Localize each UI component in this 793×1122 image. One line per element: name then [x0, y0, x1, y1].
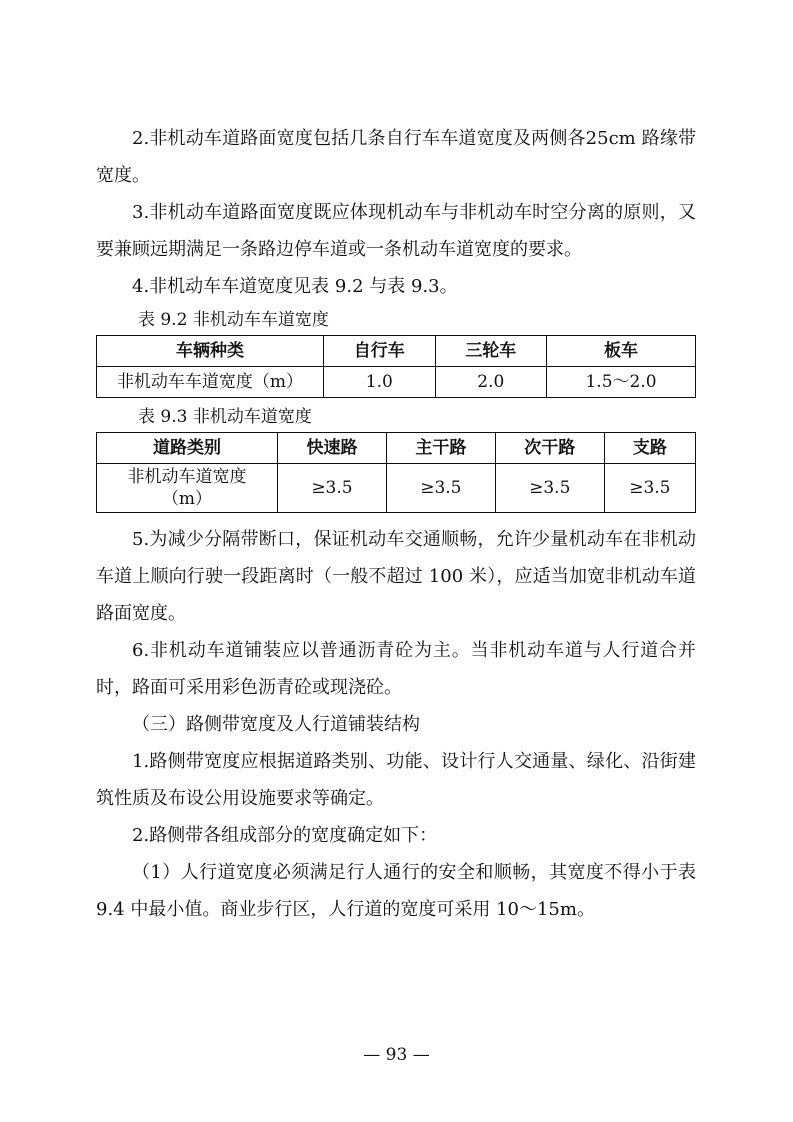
table-header-cell: 自行车 [324, 336, 436, 367]
table-cell: ≥3.5 [604, 464, 695, 513]
table-header-row [97, 433, 696, 464]
paragraph: 2.非机动车道路面宽度包括几条自行车车道宽度及两侧各25cm 路缘带宽度。 [96, 128, 696, 186]
paragraph: 1.路侧带宽度应根据道路类别、功能、设计行人交通量、绿化、沿街建筑性质及布设公用设施要求等确定。 [96, 751, 696, 809]
table-header-cell: 支路 [604, 433, 695, 464]
table-cell: 1.5～2.0 [547, 367, 696, 398]
table-caption: 表 9.2 非机动车车道宽度 [138, 310, 329, 330]
table-header-cell: 车辆种类 [97, 336, 324, 367]
table-header-cell: 道路类别 [97, 433, 278, 464]
table-header-cell: 快速路 [278, 433, 387, 464]
table-header-row [97, 336, 696, 367]
table-cell [97, 464, 278, 513]
section-heading: （三）路侧带宽度及人行道铺装结构 [132, 714, 420, 735]
page-body [96, 120, 696, 928]
table-header-cell: 主干路 [386, 433, 495, 464]
table-cell: ≥3.5 [495, 464, 604, 513]
table-cell: 2.0 [435, 367, 547, 398]
row-label-unit: （m） [161, 489, 213, 509]
table-9-3 [96, 432, 696, 513]
table-header-cell: 次干路 [495, 433, 604, 464]
paragraph: 5.为减少分隔带断口，保证机动车交通顺畅，允许少量机动车在非机动车道上顺向行驶一段距离时（一般不超过 100 米），应适当加宽非机动车道路面宽度。 [96, 529, 696, 624]
table-header-cell: 板车 [547, 336, 696, 367]
paragraph: 6.非机动车道铺装应以普通沥青砼为主。当非机动车道与人行道合并时，路面可采用彩色沥青砼或现浇砼。 [96, 640, 696, 698]
table-cell: 1.0 [324, 367, 436, 398]
paragraph: （1）人行道宽度必须满足行人通行的安全和顺畅，其宽度不得小于表 9.4 中最小值。商业步行区，人行道的宽度可采用 10～15m。 [96, 862, 696, 920]
table-caption: 表 9.3 非机动车道宽度 [138, 407, 312, 427]
paragraph: 2.路侧带各组成部分的宽度确定如下： [132, 825, 438, 846]
paragraph: 3.非机动车道路面宽度既应体现机动车与非机动车时空分离的原则，又要兼顾远期满足一条路边停车道或一条机动车道宽度的要求。 [96, 202, 696, 260]
table-cell: ≥3.5 [278, 464, 387, 513]
row-label-line: 非机动车道宽度 [127, 467, 247, 487]
paragraph: 4.非机动车车道宽度见表 9.2 与表 9.3。 [132, 276, 458, 297]
table-9-2 [96, 335, 696, 398]
table-header-cell: 三轮车 [435, 336, 547, 367]
table-row [97, 464, 696, 513]
table-cell: 非机动车车道宽度（m） [97, 367, 324, 398]
table-row [97, 367, 696, 398]
table-cell: ≥3.5 [386, 464, 495, 513]
page-number: — 93 — [363, 1045, 430, 1065]
